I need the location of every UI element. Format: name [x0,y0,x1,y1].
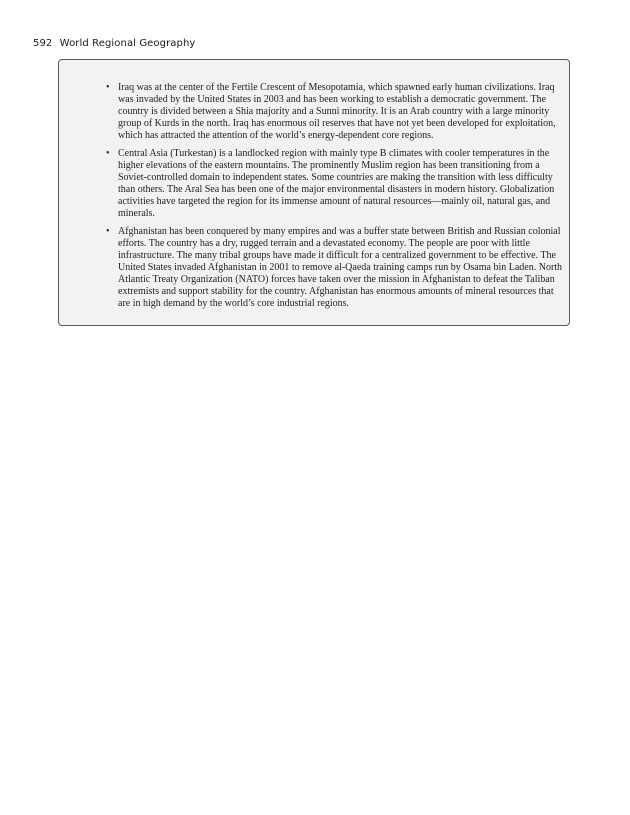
book-title: World Regional Geography [59,38,196,49]
summary-item-afghanistan [106,226,564,310]
summary-item-text: Afghanistan has been conquered by many empires and was a buffer state between British and Russian colonial efforts. The country has a dry, rugged terrain and a devastated economy. The people are poor with little infrastructure. The many tribal groups have made it difficult for a centralized government to be effective. The United States invaded Afghanistan in 2001 to remove al-Qaeda training camps run by Osama bin Laden. North Atlantic Treaty Organization (NATO) forces have taken over the mission in Afghanistan to defeat the Taliban extremists and support stability for the country. Afghanistan has enormous amounts of mineral resources that are in high demand by the world’s core industrial regions. [118,226,563,309]
summary-item-central-asia [106,148,564,220]
page-header [33,38,195,49]
page-number: 592 [33,38,53,49]
bullet-icon: • [106,82,110,93]
key-takeaways-box [58,59,570,326]
summary-item-iraq [106,82,564,142]
summary-bullet-list [106,82,564,316]
summary-item-text: Central Asia (Turkestan) is a landlocked region with mainly type B climates with cooler temperatures in the higher elevations of the eastern mountains. The prominently Muslim region has been transitioning from a Soviet-controlled domain to independent states. Some countries are making the transition with less difficulty than others. The Aral Sea has been one of the major environmental disasters in modern history. Globalization activities have targeted the region for its immense amount of natural resources—mainly oil, natural gas, and minerals. [118,148,555,219]
summary-item-text: Iraq was at the center of the Fertile Crescent of Mesopotamia, which spawned early human civilizations. Iraq was invaded by the United States in 2003 and has been working to establish a democratic government. The country is divided between a Shia majority and a Sunni minority. It is an Arab country with a large minority group of Kurds in the north. Iraq has enormous oil reserves that have not yet been developed for exploitation, which has attracted the attention of the world’s energy-dependent core regions. [118,82,556,141]
bullet-icon: • [106,226,110,237]
bullet-icon: • [106,148,110,159]
